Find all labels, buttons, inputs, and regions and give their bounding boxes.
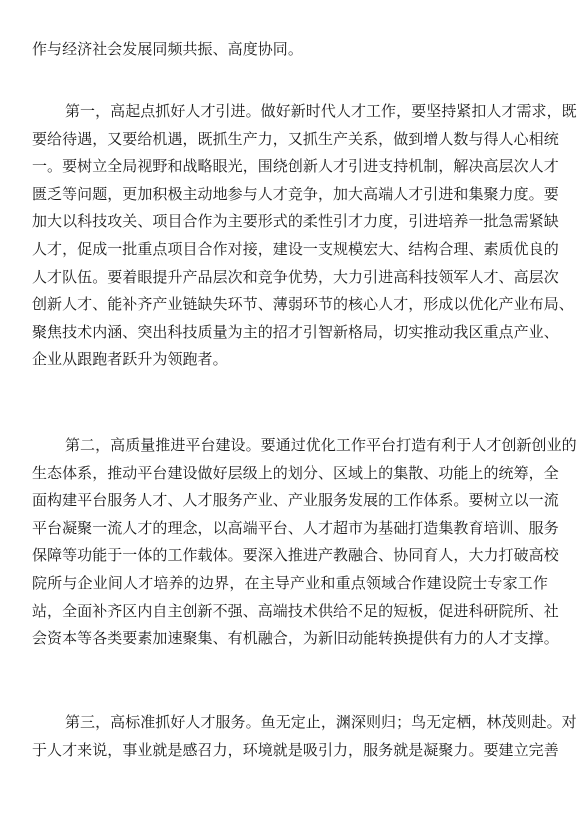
paragraph-talent-introduction	[32, 98, 577, 374]
text-line: 加大以科技攻关、项目合作为主要形式的柔性引才力度，引进培养一批急需紧缺	[32, 212, 559, 231]
text-line: 平台凝聚一流人才的理念，以高端平台、人才超市为基础打造集教育培训、服务	[32, 518, 559, 537]
text-line: 企业从跟跑者跃升为领跑者。	[32, 350, 228, 369]
text-line: 第三，高标准抓好人才服务。鱼无定止，渊深则归；鸟无定栖，林茂则赴。对	[65, 713, 577, 731]
text-line: 院所与企业间人才培养的边界，在主导产业和重点领域合作建设院士专家工作	[32, 573, 548, 592]
text-line: 作与经济社会发展同频共振、高度协同。	[32, 40, 303, 58]
text-line: 人才队伍。要着眼提升产品层次和竞争优势，大力引进高科技领军人才、高层次	[32, 267, 559, 286]
text-line: 匮乏等问题，更加积极主动地参与人才竞争，加大高端人才引进和集聚力度。要	[32, 184, 559, 203]
text-line: 生态体系，推动平台建设做好层级上的划分、区域上的集散、功能上的统筹，全	[32, 463, 559, 482]
text-line: 要给待遇，又要给机遇，既抓生产力，又抓生产关系，做到增人数与得人心相统	[32, 129, 559, 148]
paragraph-platform-building	[32, 432, 577, 653]
text-line: 人才，促成一批重点项目合作对接，建设一支规模宏大、结构合理、素质优良的	[32, 239, 559, 258]
text-line: 一。要树立全局视野和战略眼光，围绕创新人才引进支持机制，解决高层次人才	[32, 157, 559, 176]
text-line: 于人才来说，事业就是感召力，环境就是吸引力，服务就是凝聚力。要建立完善	[32, 740, 559, 759]
paragraph-talent-service	[32, 709, 577, 764]
text-line: 面构建平台服务人才、人才服务产业、产业服务发展的工作体系。要树立以一流	[32, 491, 559, 510]
text-line: 会资本等各类要素加速聚集、有机融合，为新旧动能转换提供有力的人才支撑。	[32, 629, 559, 648]
paragraph-continuation	[32, 36, 548, 64]
text-line: 保障等功能于一体的工作载体。要深入推进产教融合、协同育人，大力打破高校	[32, 546, 559, 565]
text-line: 聚焦技术内涵、突出科技质量为主的招才引智新格局，切实推动我区重点产业、	[32, 322, 559, 341]
text-line: 创新人才、能补齐产业链缺失环节、薄弱环节的核心人才，形成以优化产业布局、	[32, 295, 574, 314]
text-line: 站，全面补齐区内自主创新不强、高端技术供给不足的短板，促进科研院所、社	[32, 601, 559, 620]
text-line: 第一，高起点抓好人才引进。做好新时代人才工作，要坚持紧扣人才需求，既	[65, 102, 577, 120]
text-line: 第二，高质量推进平台建设。要通过优化工作平台打造有利于人才创新创业的	[65, 436, 577, 454]
